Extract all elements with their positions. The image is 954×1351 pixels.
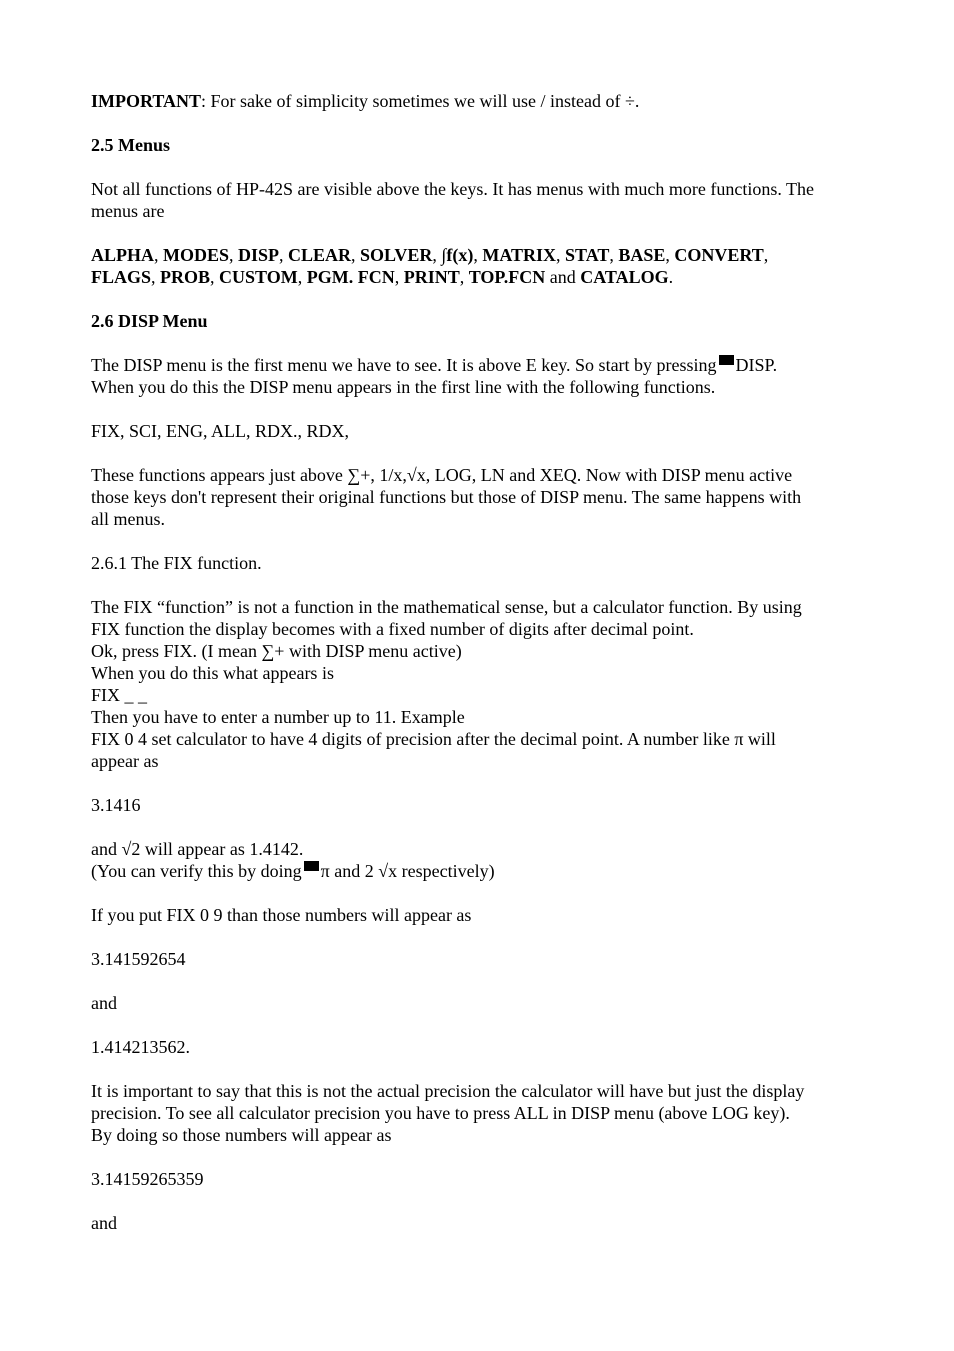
disp-intro-text-b: DISP. bbox=[735, 355, 778, 375]
sqrt-line1: and √2 will appear as 1.4142. bbox=[91, 839, 304, 859]
fix-line: FIX 0 4 set calculator to have 4 digits of precision after the decimal point. A number like π will bbox=[91, 729, 776, 749]
menu-list-line2: FLAGS, PROB, CUSTOM, PGM. FCN, PRINT, TOP.FCN and CATALOG. bbox=[91, 267, 674, 287]
menu-item: PRINT bbox=[403, 267, 460, 287]
menu-list-line1: ALPHA, MODES, DISP, CLEAR, SOLVER, ∫f(x), MATRIX, STAT, BASE, CONVERT, bbox=[91, 245, 769, 265]
menu-item: MODES bbox=[163, 245, 230, 265]
value-sqrt2-fix9: 1.414213562. bbox=[91, 1037, 190, 1057]
value-pi-fix9: 3.141592654 bbox=[91, 949, 186, 969]
heading-disp bbox=[91, 310, 881, 332]
important-note bbox=[91, 90, 881, 112]
all-explanation bbox=[91, 1080, 881, 1146]
disp-intro-line1 bbox=[91, 354, 881, 376]
value-pi-all: 3.14159265359 bbox=[91, 1169, 204, 1189]
important-text: : For sake of simplicity sometimes we will use / instead of ÷. bbox=[201, 91, 640, 111]
fix-line: Then you have to enter a number up to 11. Example bbox=[91, 707, 465, 727]
menu-item: FLAGS bbox=[91, 267, 152, 287]
menu-item: CATALOG bbox=[580, 267, 669, 287]
disp-explanation-line3: all menus. bbox=[91, 509, 165, 529]
disp-intro-text-a: The DISP menu is the first menu we have to see. It is above E key. So start by pressing bbox=[91, 355, 717, 375]
shift-key-icon bbox=[719, 355, 734, 365]
menus-intro-line1: Not all functions of HP-42S are visible above the keys. It has menus with much more functions. The bbox=[91, 179, 815, 199]
menus-intro-line2: menus are bbox=[91, 201, 165, 221]
menu-item: SOLVER bbox=[360, 245, 433, 265]
menu-item: PROB bbox=[160, 267, 211, 287]
disp-explanation-line2: those keys don't represent their original functions but those of DISP menu. The same happens with bbox=[91, 487, 802, 507]
heading-menus bbox=[91, 134, 881, 156]
menu-item: CLEAR bbox=[288, 245, 352, 265]
disp-functions: FIX, SCI, ENG, ALL, RDX., RDX, bbox=[91, 421, 350, 441]
fix9-line: If you put FIX 0 9 than those numbers will appear as bbox=[91, 905, 472, 925]
sqrt-line2 bbox=[91, 860, 881, 882]
menu-item: ALPHA bbox=[91, 245, 154, 265]
and-text: and bbox=[91, 1213, 117, 1233]
fix-line: appear as bbox=[91, 751, 159, 771]
menu-list bbox=[91, 244, 881, 288]
heading-disp-text: 2.6 DISP Menu bbox=[91, 311, 208, 331]
menus-intro bbox=[91, 178, 881, 222]
shift-key-icon bbox=[304, 861, 319, 871]
menu-item: STAT bbox=[565, 245, 610, 265]
menu-item: TOP.FCN bbox=[468, 267, 546, 287]
fix-line: FIX _ _ bbox=[91, 685, 148, 705]
menu-item: PGM. FCN bbox=[306, 267, 395, 287]
sqrt-line2-text-b: π and 2 √x respectively) bbox=[320, 861, 495, 881]
disp-explanation bbox=[91, 464, 881, 530]
fix-line: Ok, press FIX. (I mean ∑+ with DISP menu active) bbox=[91, 641, 462, 661]
menu-item: BASE bbox=[618, 245, 666, 265]
document-page bbox=[91, 90, 881, 1256]
menu-item: MATRIX bbox=[482, 245, 557, 265]
disp-intro-line2: When you do this the DISP menu appears in the first line with the following functions. bbox=[91, 377, 716, 397]
and-text: and bbox=[91, 993, 117, 1013]
menu-item: CONVERT bbox=[674, 245, 764, 265]
menu-item: ∫f(x) bbox=[441, 245, 474, 265]
fix-explanation bbox=[91, 596, 881, 772]
disp-intro bbox=[91, 354, 881, 398]
and-word: and bbox=[549, 267, 576, 287]
all-line: precision. To see all calculator precision you have to press ALL in DISP menu (above LOG key). bbox=[91, 1103, 790, 1123]
value-pi-fix4: 3.1416 bbox=[91, 795, 141, 815]
important-label: IMPORTANT bbox=[91, 91, 202, 111]
heading-menus-text: 2.5 Menus bbox=[91, 135, 171, 155]
fix-line: When you do this what appears is bbox=[91, 663, 334, 683]
heading-fix: 2.6.1 The FIX function. bbox=[91, 553, 262, 573]
all-line: By doing so those numbers will appear as bbox=[91, 1125, 392, 1145]
all-line: It is important to say that this is not the actual precision the calculator will have but just the display bbox=[91, 1081, 805, 1101]
sqrt-example bbox=[91, 838, 881, 882]
menu-item: CUSTOM bbox=[219, 267, 298, 287]
fix-line: The FIX “function” is not a function in the mathematical sense, but a calculator function. By using bbox=[91, 597, 802, 617]
disp-explanation-line1: These functions appears just above ∑+, 1/x,√x, LOG, LN and XEQ. Now with DISP menu active bbox=[91, 465, 793, 485]
sqrt-line2-text-a: (You can verify this by doing bbox=[91, 861, 302, 881]
fix-line: FIX function the display becomes with a fixed number of digits after decimal point. bbox=[91, 619, 694, 639]
menu-item: DISP bbox=[238, 245, 280, 265]
